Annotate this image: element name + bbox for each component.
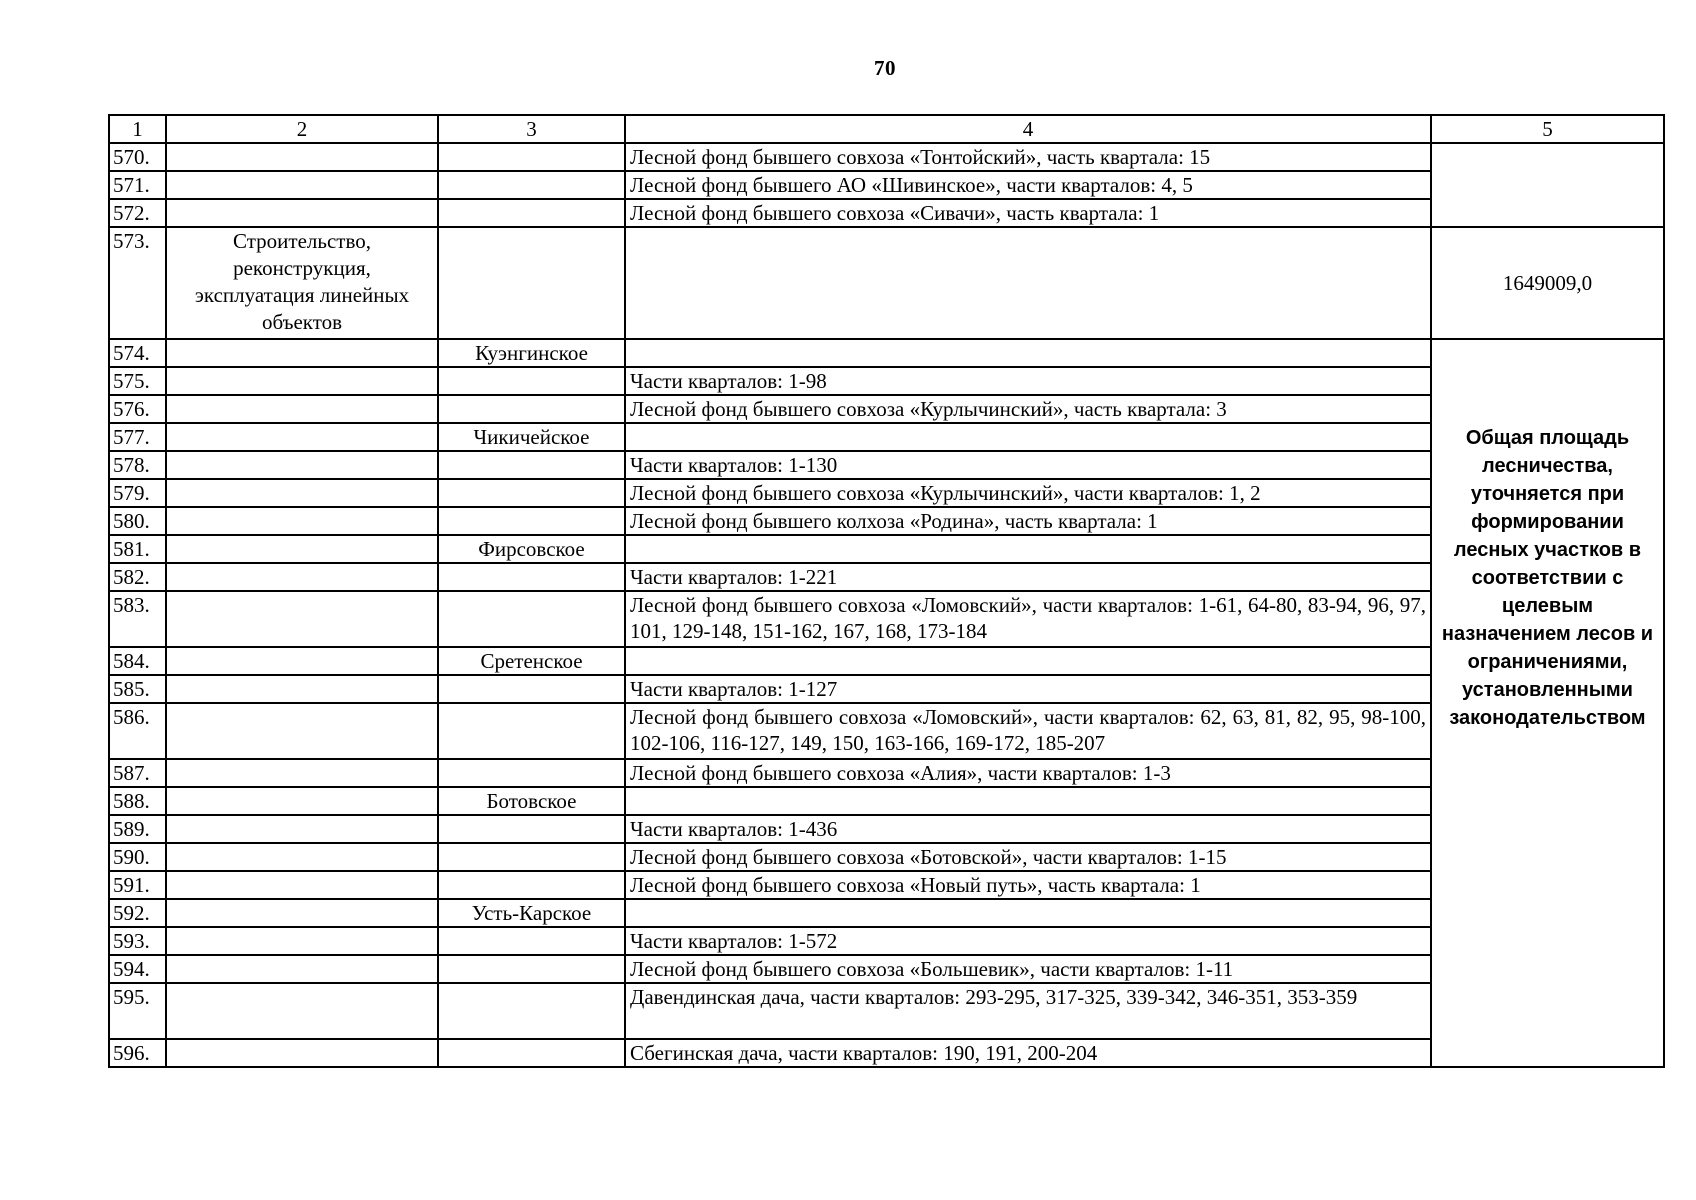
row-number: 583. [109,591,166,647]
table-row [109,507,1664,535]
description-cell: Лесной фонд бывшего совхоза «Большевик», части кварталов: 1-11 [625,955,1431,983]
row-number: 570. [109,143,166,171]
purpose-cell [166,899,438,927]
purpose-cell [166,647,438,675]
description-cell: Части кварталов: 1-572 [625,927,1431,955]
district-cell [438,675,625,703]
row-number: 580. [109,507,166,535]
description-cell: Части кварталов: 1-436 [625,815,1431,843]
table-row [109,451,1664,479]
purpose-cell [166,703,438,759]
district-cell: Куэнгинское [438,339,625,367]
table-row [109,759,1664,787]
purpose-cell [166,871,438,899]
description-cell: Лесной фонд бывшего совхоза «Курлычинский», часть квартала: 3 [625,395,1431,423]
header-col-3: 3 [438,115,625,143]
purpose-cell [166,675,438,703]
forest-area-table [108,114,1665,1068]
description-cell: Лесной фонд бывшего совхоза «Новый путь», часть квартала: 1 [625,871,1431,899]
district-cell [438,815,625,843]
table-row [109,143,1664,171]
row-number: 593. [109,927,166,955]
district-cell [438,983,625,1039]
purpose-cell [166,507,438,535]
district-cell [438,591,625,647]
purpose-cell [166,423,438,451]
district-cell [438,227,625,339]
description-cell [625,339,1431,367]
area-note: Общая площадь лесничества, уточняется при формировании лесных участков в соответствии с целевым назначением лесов и ограничениями, установленными законодательством [1441,427,1654,729]
table-row [109,899,1664,927]
purpose-cell [166,787,438,815]
table-row [109,983,1664,1039]
district-cell [438,563,625,591]
description-cell: Сбегинская дача, части кварталов: 190, 191, 200-204 [625,1039,1431,1067]
purpose-cell [166,1039,438,1067]
district-cell [438,479,625,507]
description-cell: Лесной фонд бывшего АО «Шивинское», части кварталов: 4, 5 [625,171,1431,199]
table-row [109,591,1664,647]
row-number: 588. [109,787,166,815]
description-cell: Лесной фонд бывшего совхоза «Ломовский», части кварталов: 62, 63, 81, 82, 95, 98-100, 102-106, 116-127, 149, 150, 163-166, 169-172, 185-207 [625,703,1431,759]
description-cell: Части кварталов: 1-98 [625,367,1431,395]
purpose-cell [166,535,438,563]
row-number: 571. [109,171,166,199]
district-cell [438,451,625,479]
table-row [109,395,1664,423]
row-number: 585. [109,675,166,703]
district-cell: Сретенское [438,647,625,675]
row-number: 573. [109,227,166,339]
purpose-cell: Строительство, реконструкция, эксплуатация линейных объектов [166,227,438,339]
row-number: 579. [109,479,166,507]
district-cell [438,955,625,983]
table-row [109,339,1664,367]
district-cell [438,703,625,759]
row-number: 578. [109,451,166,479]
row-number: 594. [109,955,166,983]
table-row [109,787,1664,815]
description-cell: Лесной фонд бывшего совхоза «Сивачи», часть квартала: 1 [625,199,1431,227]
header-col-4: 4 [625,115,1431,143]
table-row [109,815,1664,843]
district-cell [438,871,625,899]
row-number: 586. [109,703,166,759]
district-cell [438,199,625,227]
table-row [109,675,1664,703]
row-number: 581. [109,535,166,563]
area-cell-empty [1431,143,1664,227]
row-number: 589. [109,815,166,843]
row-number: 591. [109,871,166,899]
row-number: 596. [109,1039,166,1067]
description-cell: Части кварталов: 1-127 [625,675,1431,703]
table-row [109,367,1664,395]
purpose-cell [166,171,438,199]
description-cell: Лесной фонд бывшего совхоза «Ботовской», части кварталов: 1-15 [625,843,1431,871]
district-cell [438,927,625,955]
purpose-cell [166,199,438,227]
district-cell: Чикичейское [438,423,625,451]
table-row [109,927,1664,955]
table-row [109,479,1664,507]
purpose-cell [166,927,438,955]
description-cell [625,787,1431,815]
row-number: 577. [109,423,166,451]
table-row [109,535,1664,563]
district-cell [438,367,625,395]
district-cell [438,843,625,871]
description-cell: Давендинская дача, части кварталов: 293-295, 317-325, 339-342, 346-351, 353-359 [625,983,1431,1039]
purpose-cell [166,367,438,395]
header-row [109,115,1664,143]
description-cell [625,423,1431,451]
description-cell: Лесной фонд бывшего совхоза «Ломовский», части кварталов: 1-61, 64-80, 83-94, 96, 97, 101, 129-148, 151-162, 167, 168, 173-184 [625,591,1431,647]
row-number: 590. [109,843,166,871]
header-col-2: 2 [166,115,438,143]
table-row [109,955,1664,983]
row-number: 595. [109,983,166,1039]
purpose-cell [166,843,438,871]
table-row [109,703,1664,759]
district-cell [438,759,625,787]
purpose-cell [166,759,438,787]
description-cell [625,535,1431,563]
description-cell: Части кварталов: 1-130 [625,451,1431,479]
table-row [109,423,1664,451]
description-cell [625,227,1431,339]
row-number: 572. [109,199,166,227]
district-cell: Усть-Карское [438,899,625,927]
district-cell [438,171,625,199]
purpose-cell [166,339,438,367]
purpose-cell [166,395,438,423]
header-col-1: 1 [109,115,166,143]
table-row [109,871,1664,899]
purpose-cell [166,955,438,983]
area-value: 1649009,0 [1431,227,1664,339]
purpose-cell [166,983,438,1039]
district-cell [438,395,625,423]
table-row [109,1039,1664,1067]
purpose-cell [166,451,438,479]
row-number: 592. [109,899,166,927]
table-row [109,647,1664,675]
description-cell: Лесной фонд бывшего колхоза «Родина», часть квартала: 1 [625,507,1431,535]
header-col-5: 5 [1431,115,1664,143]
row-number: 575. [109,367,166,395]
description-cell: Части кварталов: 1-221 [625,563,1431,591]
description-cell: Лесной фонд бывшего совхоза «Алия», части кварталов: 1-3 [625,759,1431,787]
description-cell: Лесной фонд бывшего совхоза «Тонтойский», часть квартала: 15 [625,143,1431,171]
page-number: 70 [874,56,896,80]
row-number: 587. [109,759,166,787]
purpose-cell [166,143,438,171]
area-note-cell [1431,339,1664,1067]
district-cell [438,1039,625,1067]
purpose-cell [166,591,438,647]
table-row [109,227,1664,339]
table-row [109,171,1664,199]
row-number: 584. [109,647,166,675]
district-cell [438,143,625,171]
table-row [109,843,1664,871]
table-row [109,563,1664,591]
purpose-cell [166,479,438,507]
district-cell: Ботовское [438,787,625,815]
row-number: 574. [109,339,166,367]
description-cell [625,647,1431,675]
description-cell [625,899,1431,927]
table-row [109,199,1664,227]
purpose-cell [166,815,438,843]
district-cell: Фирсовское [438,535,625,563]
purpose-cell [166,563,438,591]
row-number: 576. [109,395,166,423]
district-cell [438,507,625,535]
row-number: 582. [109,563,166,591]
description-cell: Лесной фонд бывшего совхоза «Курлычинский», части кварталов: 1, 2 [625,479,1431,507]
